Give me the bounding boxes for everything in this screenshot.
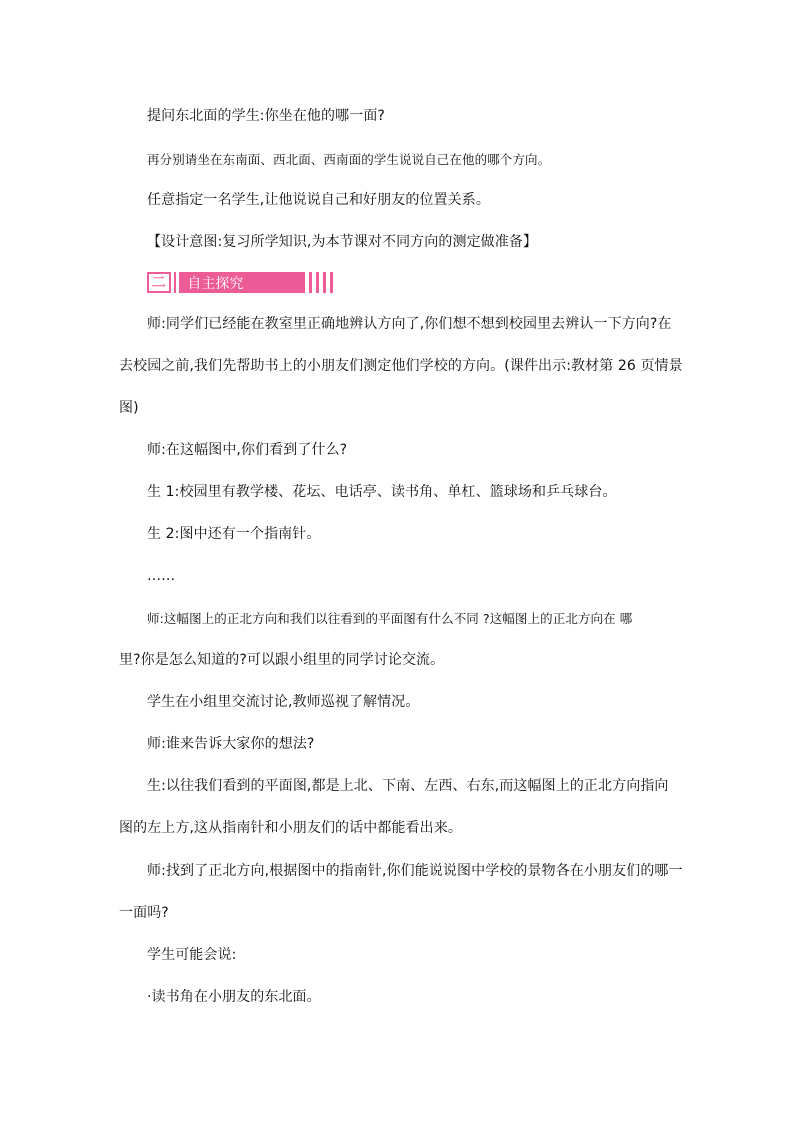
text-line: 师:谁来告诉大家你的想法? — [147, 736, 315, 752]
text-line: 里?你是怎么知道的?可以跟小组里的同学讨论交流。 — [119, 652, 445, 668]
text-line: 任意指定一名学生,让他说说自己和好朋友的位置关系。 — [147, 192, 490, 208]
section-tail — [305, 272, 333, 293]
text-line: 生:以往我们看到的平面图,都是上北、下南、左西、右东,而这幅图上的正北方向指向 — [147, 778, 669, 794]
text-line: 师:找到了正北方向,根据图中的指南针,你们能说说图中学校的景物各在小朋友们的哪一 — [147, 863, 683, 879]
section-number: 二 — [147, 272, 171, 293]
section-heading — [147, 272, 333, 293]
text-line: 提问东北面的学生:你坐在他的哪一面? — [147, 108, 385, 124]
design-intent-line: 【设计意图:复习所学知识,为本节课对不同方向的测定做准备】 — [147, 234, 538, 250]
section-title: 自主探究 — [179, 272, 305, 293]
text-line: 师:在这幅图中,你们看到了什么? — [147, 442, 348, 458]
ellipsis-line: …… — [147, 568, 176, 584]
text-line: 图的左上方,这从指南针和小朋友们的话中都能看出来。 — [119, 820, 462, 836]
text-line: 去校园之前,我们先帮助书上的小朋友们测定他们学校的方向。(课件出示:教材第 26 页情景 — [119, 358, 683, 374]
text-line: 生 1:校园里有教学楼、花坛、电话亭、读书角、单杠、篮球场和乒乓球台。 — [147, 484, 617, 500]
text-line: 学生在小组里交流讨论,教师巡视了解情况。 — [147, 694, 420, 710]
text-line: 再分别请坐在东南面、西北面、西南面的学生说说自己在他的哪个方向。 — [147, 152, 551, 167]
text-line: 学生可能会说: — [147, 947, 237, 963]
text-line: 生 2:图中还有一个指南针。 — [147, 526, 321, 542]
text-line: 一面吗? — [119, 905, 169, 921]
text-line: 师:同学们已经能在教室里正确地辨认方向了,你们想不想到校园里去辨认一下方向?在 — [147, 316, 672, 332]
bullet-line: ·读书角在小朋友的东北面。 — [147, 989, 321, 1005]
text-line: 师:这幅图上的正北方向和我们以往看到的平面图有什么不同 ?这幅图上的正北方向在 哪 — [147, 611, 633, 626]
text-line: 图) — [119, 400, 139, 416]
